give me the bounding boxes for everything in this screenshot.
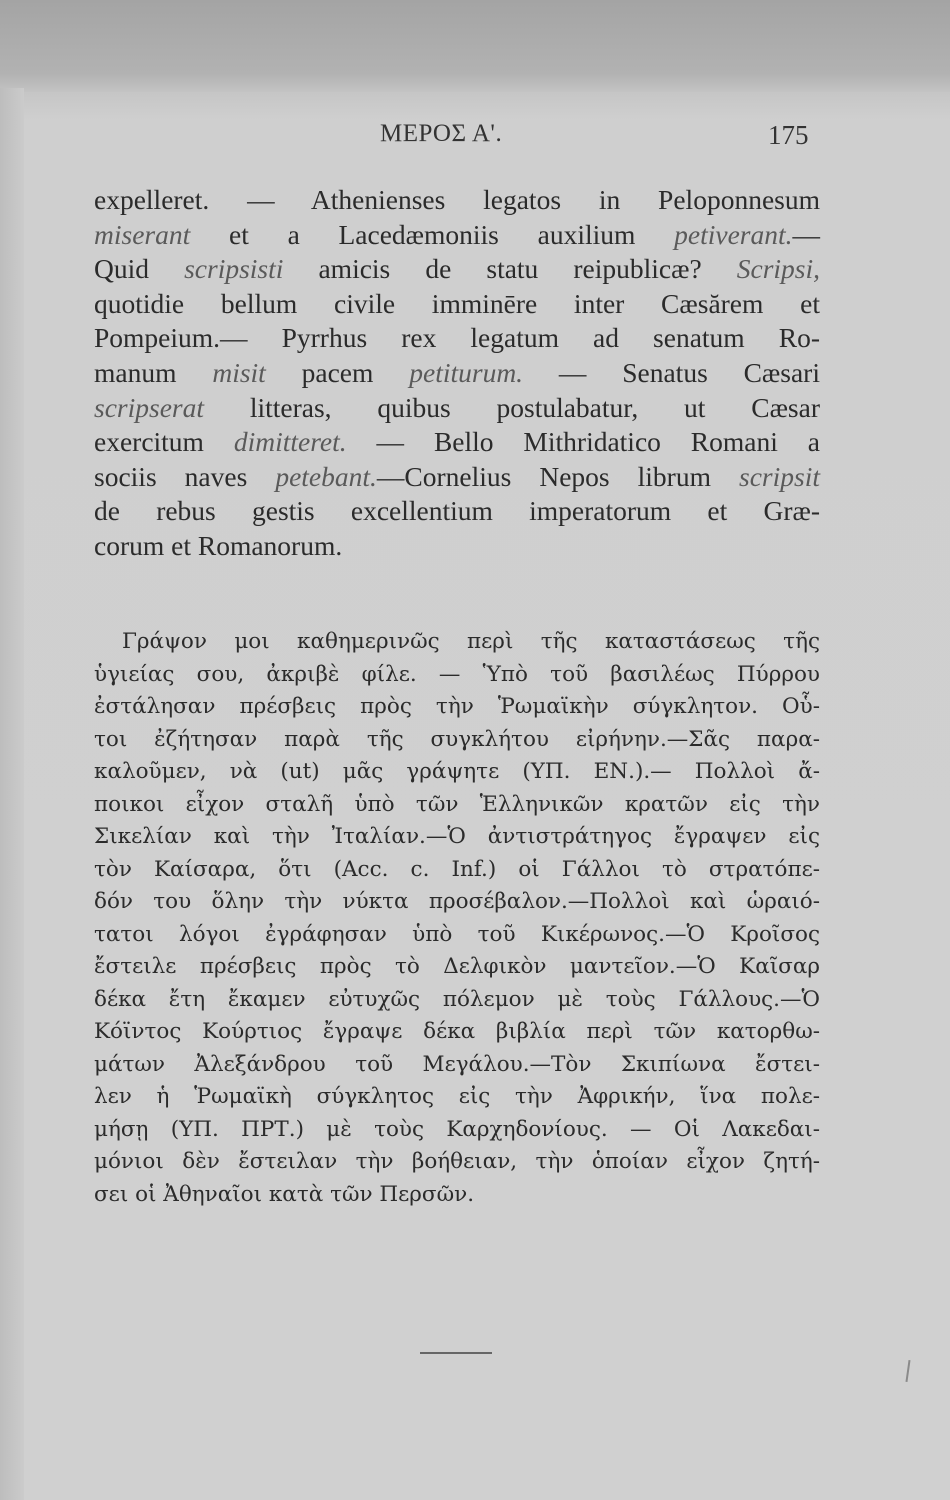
latin-text: litteras, quibus postulabatur, ut Cæsar	[204, 391, 820, 423]
greek-line: καλοῦμεν, νὰ (ut) μᾶς γράψητε (ΥΠ. ΕΝ.).— Πολλοὶ ἄ-	[94, 759, 820, 784]
latin-exercise-block	[94, 183, 820, 564]
latin-line	[94, 356, 820, 391]
latin-italic-verb: Scripsi,	[736, 253, 821, 285]
latin-text: exercitum	[94, 426, 234, 458]
greek-line: δέκα ἔτη ἔκαμεν εὐτυχῶς πόλεμον μὲ τοὺς Γάλλους.—Ὁ	[94, 986, 820, 1012]
greek-line: τὸν Καίσαρα, ὅτι (Acc. c. Inf.) οἱ Γάλλοι τὸ στρατόπε-	[94, 856, 820, 882]
latin-text: amicis de statu reipublicæ?	[283, 253, 737, 285]
latin-italic-verb: scripsisti	[184, 253, 284, 285]
latin-text: quotidie bellum civile imminēre inter Cæsărem et	[94, 287, 820, 319]
latin-text: — Senatus Cæsari	[523, 356, 820, 388]
latin-text: Quid	[94, 253, 185, 285]
latin-line	[94, 183, 820, 218]
latin-line	[94, 460, 820, 495]
greek-exercise-block	[94, 626, 820, 1211]
latin-italic-verb: scripsit	[739, 460, 820, 492]
latin-text: de rebus gestis excellentium imperatorum et Græ-	[94, 495, 820, 527]
latin-line	[94, 494, 820, 529]
latin-line	[94, 287, 820, 322]
latin-text: et a Lacedæmoniis auxilium	[190, 218, 675, 250]
latin-line	[94, 218, 820, 253]
latin-text: sociis naves	[94, 460, 276, 492]
latin-line	[94, 252, 820, 287]
latin-line	[94, 321, 820, 356]
latin-italic-verb: dimitteret.	[233, 426, 347, 458]
latin-italic-verb: petiverant.	[674, 218, 793, 250]
greek-line: σει οἱ Ἀθηναῖοι κατὰ τῶν Περσῶν.	[94, 1181, 475, 1207]
latin-line	[94, 425, 820, 460]
latin-line	[94, 529, 820, 564]
greek-line: λεν ἡ Ῥωμαϊκὴ σύγκλητος εἰς τὴν Ἀφρικήν, ἵνα πολε-	[94, 1084, 820, 1109]
section-divider	[420, 1352, 492, 1354]
greek-line: τοι ἐζήτησαν παρὰ τῆς συγκλήτου εἰρήνην.—Σᾶς παρα-	[94, 726, 820, 752]
latin-italic-verb: scripserat	[94, 391, 204, 423]
greek-line: δόν του ὅλην τὴν νύκτα προσέβαλον.—Πολλοὶ καὶ ὡραιό-	[94, 889, 820, 914]
greek-line: Γράψον μοι καθημερινῶς περὶ τῆς καταστάσεως τῆς	[122, 629, 820, 654]
header-title: ΜΕΡΟΣ Α'.	[380, 120, 503, 147]
greek-line: ἔστειλε πρέσβεις πρὸς τὸ Δελφικὸν μαντεῖον.—Ὁ Καῖσαρ	[94, 954, 820, 979]
margin-mark	[905, 1360, 910, 1382]
greek-line: τατοι λόγοι ἐγράφησαν ὑπὸ τοῦ Κικέρωνος.—Ὁ Κροῖσος	[94, 921, 820, 947]
latin-italic-verb: petebant.	[275, 460, 377, 492]
greek-line: ὑγιείας σου, ἀκριβὲ φίλε. — Ὑπὸ τοῦ βασιλέως Πύρρου	[94, 661, 820, 687]
latin-line	[94, 391, 820, 426]
greek-line: μάτων Ἀλεξάνδρου τοῦ Μεγάλου.—Τὸν Σκιπίωνα ἔστει-	[94, 1051, 820, 1077]
latin-text: —Cornelius Nepos librum	[376, 460, 740, 492]
page-number: 175	[768, 120, 809, 150]
latin-text: — Bello Mithridatico Romani a	[346, 426, 820, 458]
greek-line: μήσῃ (ΥΠ. ΠΡΤ.) μὲ τοὺς Καρχηδονίους. — Οἱ Λακεδαι-	[94, 1116, 820, 1142]
running-header	[0, 120, 950, 160]
greek-line: Κόϊντος Κούρτιος ἔγραψε δέκα βιβλία περὶ τῶν κατορθω-	[94, 1019, 820, 1044]
latin-text: —	[792, 218, 820, 250]
greek-line: Σικελίαν καὶ τὴν Ἰταλίαν.—Ὁ ἀντιστράτηγος ἔγραψεν εἰς	[94, 824, 820, 849]
latin-italic-verb: petiturum.	[409, 356, 524, 388]
greek-line: μόνιοι δὲν ἔστειλαν τὴν βοήθειαν, τὴν ὁποίαν εἶχον ζητή-	[94, 1149, 820, 1174]
latin-text: Pompeium.— Pyrrhus rex legatum ad senatum Ro-	[94, 322, 820, 354]
latin-text: expelleret. — Athenienses legatos in Peloponnesum	[94, 184, 820, 215]
greek-line: ποικοι εἶχον σταλῆ ὑπὸ τῶν Ἑλληνικῶν κρατῶν εἰς τὴν	[94, 791, 820, 817]
greek-line: ἐστάλησαν πρέσβεις πρὸς τὴν Ῥωμαϊκὴν σύγκλητον. Οὗ-	[94, 694, 820, 719]
latin-text: pacem	[265, 356, 410, 388]
latin-italic-verb: misit	[212, 356, 266, 388]
latin-italic-verb: miserant	[94, 218, 191, 250]
latin-text: manum	[94, 356, 213, 388]
latin-text: corum et Romanorum.	[94, 529, 343, 561]
